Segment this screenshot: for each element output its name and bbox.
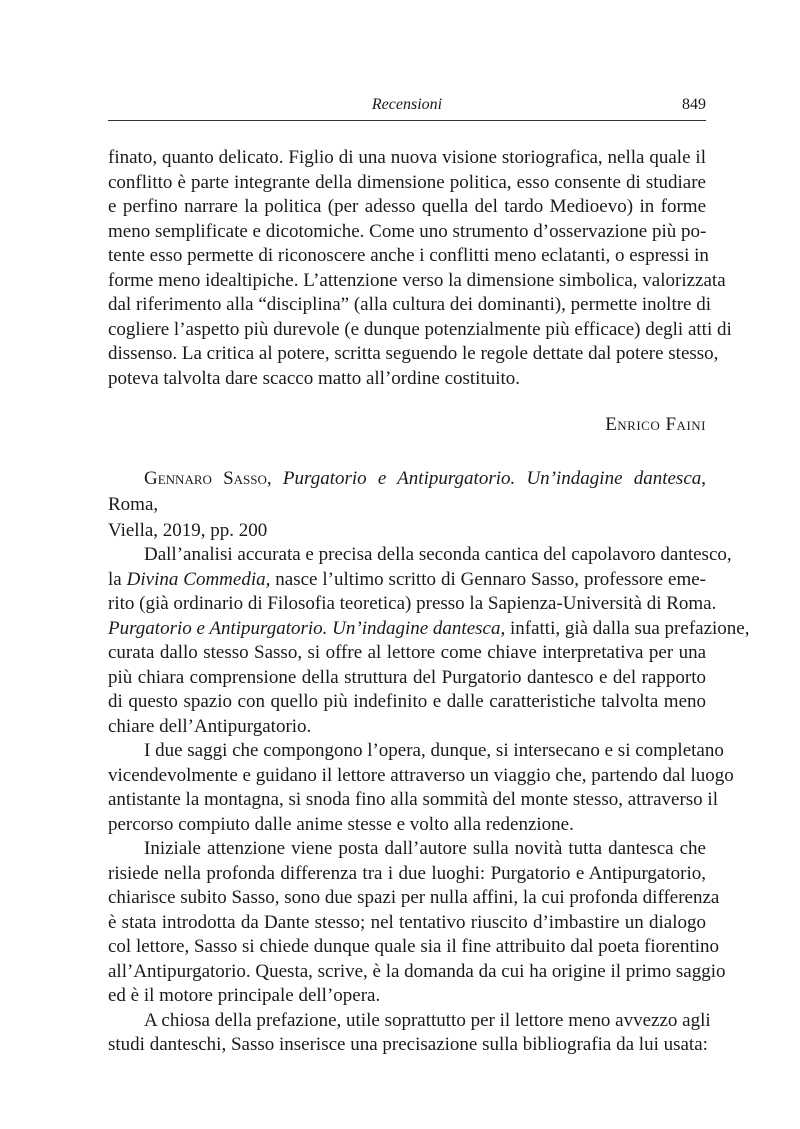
text-line: chiare dell’Antipurgatorio. bbox=[108, 715, 312, 737]
continuation-paragraph bbox=[108, 146, 732, 391]
review-heading-line-1: Gennaro Sasso, Purgatorio e Antipurgatorio. Un’indagine dantesca, Roma, bbox=[108, 468, 707, 515]
text-line: vicendevolmente e guidano il lettore attraverso un viaggio che, partendo dal luogo bbox=[108, 764, 734, 786]
review-paragraph bbox=[108, 739, 734, 837]
text-line: curata dallo stesso Sasso, si offre al lettore come chiave interpretativa per una bbox=[108, 642, 706, 663]
text-line: dissenso. La critica al potere, scritta seguendo le regole dettate dal potere stesso, bbox=[108, 343, 719, 364]
italic-title-ref: Divina Commedia, bbox=[126, 568, 271, 590]
text-line: col lettore, Sasso si chiede dunque quale sia il fine attribuito dal poeta fiorentino bbox=[108, 936, 719, 957]
text-line: dal riferimento alla “disciplina” (alla cultura dei dominanti), permette inoltre di bbox=[108, 294, 712, 315]
review-paragraph bbox=[108, 543, 750, 739]
page-number: 849 bbox=[682, 96, 706, 113]
review-body bbox=[108, 543, 750, 1058]
text-line: Iniziale attenzione viene posta dall’autore sulla novità tutta dantesca che bbox=[144, 838, 706, 859]
text-line: antistante la montagna, si snoda fino alla sommità del monte stesso, attraverso il bbox=[108, 789, 718, 810]
text-line: meno semplificate e dicotomiche. Come uno strumento d’osservazione più po- bbox=[108, 220, 707, 242]
review-publication-details: Viella, 2019, pp. 200 bbox=[108, 520, 268, 541]
review-paragraph bbox=[108, 1009, 711, 1058]
text-line: tente esso permette di riconoscere anche i conflitti meno eclatanti, o espressi in bbox=[108, 245, 709, 266]
text-line: I due saggi che compongono l’opera, dunque, si intersecano e si completano bbox=[144, 740, 724, 761]
text-line: A chiosa della prefazione, utile soprattutto per il lettore meno avvezzo agli bbox=[144, 1009, 711, 1031]
text-line: è stata introdotta da Dante stesso; nel tentativo riuscito d’imbastire un dialogo bbox=[108, 911, 706, 933]
text-line: chiarisce subito Sasso, sono due spazi per nulla affini, la cui profonda differenza bbox=[108, 887, 720, 908]
reviewer-signature: Enrico Faini bbox=[605, 414, 706, 435]
italic-title-ref: Purgatorio e Antipurgatorio. Un’indagine dantesca, bbox=[108, 617, 506, 639]
text-line: all’Antipurgatorio. Questa, scrive, è la domanda da cui ha origine il primo saggio bbox=[108, 960, 726, 982]
text-line: poteva talvolta dare scacco matto all’ordine costituito. bbox=[108, 367, 521, 389]
text-line: conflitto è parte integrante della dimensione politica, esso consente di studiare bbox=[108, 171, 706, 193]
text-line: più chiara comprensione della struttura del Purgatorio dantesco e del rapporto bbox=[108, 666, 706, 688]
text-line: rito (già ordinario di Filosofia teoretica) presso la Sapienza-Università di Roma. bbox=[108, 593, 717, 614]
running-title: Recensioni bbox=[371, 96, 443, 113]
review-publication-place: , Roma, bbox=[108, 468, 707, 515]
text-line: forme meno idealtipiche. L’attenzione verso la dimensione simbolica, valorizzata bbox=[108, 269, 726, 291]
text-line: cogliere l’aspetto più durevole (e dunque potenzialmente più efficace) degli atti di bbox=[108, 318, 732, 340]
text-line: percorso compiuto dalle anime stesse e volto alla redenzione. bbox=[108, 813, 574, 835]
text-line: Purgatorio e Antipurgatorio. Un’indagine dantesca, infatti, già dalla sua prefazione, bbox=[108, 617, 750, 639]
text-line: risiede nella profonda differenza tra i due luoghi: Purgatorio e Antipurgatorio, bbox=[108, 862, 706, 884]
review-author: Gennaro Sasso bbox=[144, 468, 267, 489]
running-header bbox=[108, 94, 706, 121]
text-line: Dall’analisi accurata e precisa della seconda cantica del capolavoro dantesco, bbox=[144, 544, 732, 565]
review-bibliographic-heading bbox=[108, 466, 706, 544]
text-line: di questo spazio con quello più indefinito e dalle caratteristiche talvolta meno bbox=[108, 691, 706, 712]
text-line: finato, quanto delicato. Figlio di una nuova visione storiografica, nella quale il bbox=[108, 147, 706, 168]
text-line: studi danteschi, Sasso inserisce una precisazione sulla bibliografia da lui usata: bbox=[108, 1034, 708, 1055]
text-line: la Divina Commedia, nasce l’ultimo scritto di Gennaro Sasso, professore eme- bbox=[108, 568, 706, 590]
review-paragraph bbox=[108, 837, 726, 1009]
text-line: e perfino narrare la politica (per adesso quella del tardo Medioevo) in forme bbox=[108, 196, 706, 217]
text-line: ed è il motore principale dell’opera. bbox=[108, 985, 381, 1006]
review-book-title: Purgatorio e Antipurgatorio. Un’indagine dantesca bbox=[282, 468, 702, 489]
